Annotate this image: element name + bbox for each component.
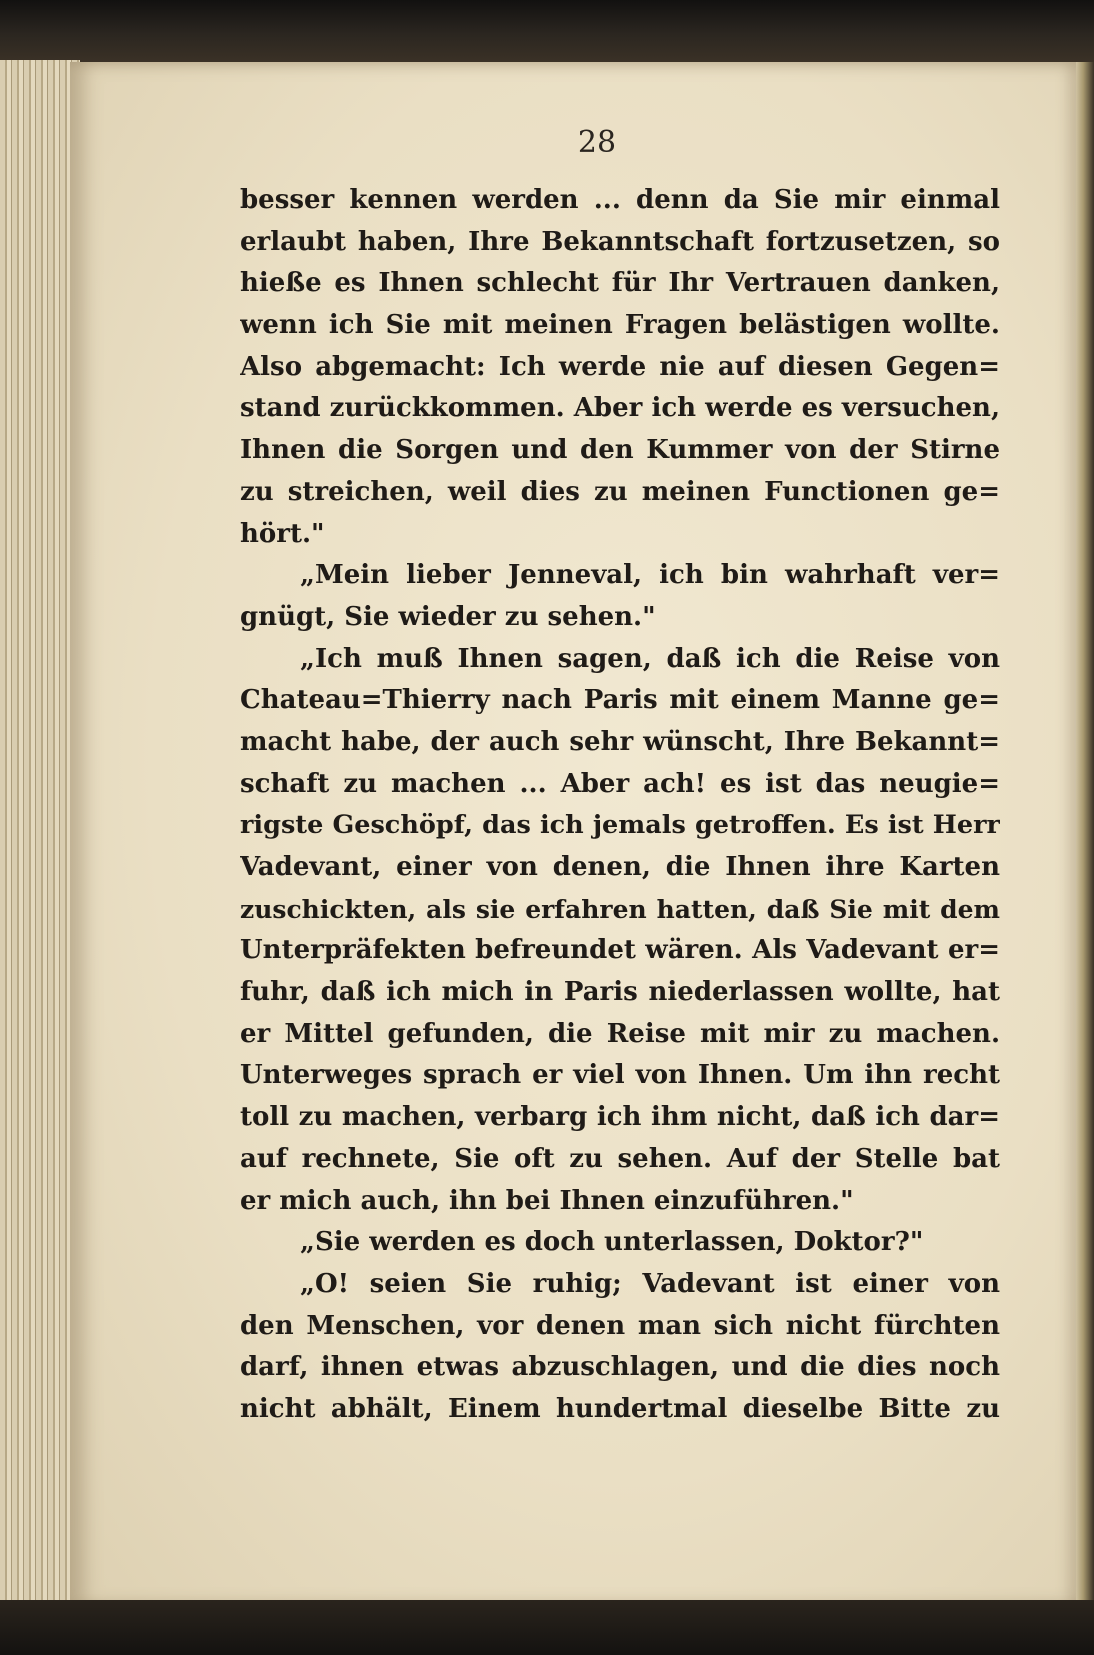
text-line: Also abgemacht: Ich werde nie auf diesen Gegen= <box>240 351 1000 382</box>
page-number: 28 <box>577 125 617 160</box>
text-line: besser kennen werden ... denn da Sie mir einmal <box>240 185 1000 215</box>
page-edges <box>0 60 80 1610</box>
text-line: Vadevant, einer von denen, die Ihnen ihre Karten <box>240 852 1000 882</box>
text-line: wenn ich Sie mit meinen Fragen belästigen wollte. <box>240 310 1000 341</box>
page-right-edge <box>1076 62 1094 1607</box>
text-line: fuhr, daß ich mich in Paris niederlassen wollte, hat <box>240 977 1000 1008</box>
book-cover-bottom <box>0 1600 1094 1655</box>
text-line: nicht abhält, Einem hundertmal dieselbe Bitte zu <box>240 1393 1000 1424</box>
text-line: er Mittel gefunden, die Reise mit mir zu machen. <box>240 1018 1000 1049</box>
text-line: toll zu machen, verbarg ich ihm nicht, daß ich dar= <box>240 1102 1000 1133</box>
text-line: zu streichen, weil dies zu meinen Functionen ge= <box>240 476 1000 507</box>
text-line: rigste Geschöpf, das ich jemals getroffen. Es ist Herr <box>240 810 1000 841</box>
text-line: er mich auch, ihn bei Ihnen einzuführen." <box>240 1185 854 1216</box>
text-line: Ihnen die Sorgen und den Kummer von der Stirne <box>240 435 1000 466</box>
text-line: Unterweges sprach er viel von Ihnen. Um ihn recht <box>240 1060 1000 1091</box>
text-line: hieße es Ihnen schlecht für Ihr Vertrauen danken, <box>240 268 1000 299</box>
text-line: macht habe, der auch sehr wünscht, Ihre Bekannt= <box>240 726 1000 757</box>
text-line: „Mein lieber Jenneval, ich bin wahrhaft ver= <box>300 560 1000 591</box>
text-line: „O! seien Sie ruhig; Vadevant ist einer von <box>300 1268 1000 1299</box>
text-line: „Ich muß Ihnen sagen, daß ich die Reise von <box>300 643 1000 674</box>
text-line: darf, ihnen etwas abzuschlagen, und die dies noch <box>240 1352 1000 1383</box>
text-line: Chateau=Thierry nach Paris mit einem Manne ge= <box>240 685 1000 716</box>
text-line: schaft zu machen ... Aber ach! es ist das neugie= <box>240 768 1000 799</box>
text-line: zuschickten, als sie erfahren hatten, daß Sie mit dem <box>240 894 1000 924</box>
text-line: erlaubt haben, Ihre Bekanntschaft fortzusetzen, so <box>240 226 1000 257</box>
text-line: hört." <box>240 518 325 549</box>
text-line: gnügt, Sie wieder zu sehen." <box>240 601 656 632</box>
text-line: auf rechnete, Sie oft zu sehen. Auf der Stelle bat <box>240 1143 1000 1174</box>
text-line: stand zurückkommen. Aber ich werde es versuchen, <box>240 393 1000 424</box>
text-line: den Menschen, vor denen man sich nicht fürchten <box>240 1310 1000 1341</box>
book-cover-top <box>0 0 1094 62</box>
text-line: „Sie werden es doch unterlassen, Doktor?" <box>300 1227 924 1258</box>
text-line: Unterpräfekten befreundet wären. Als Vadevant er= <box>240 935 1000 966</box>
body-text <box>240 180 1000 1431</box>
